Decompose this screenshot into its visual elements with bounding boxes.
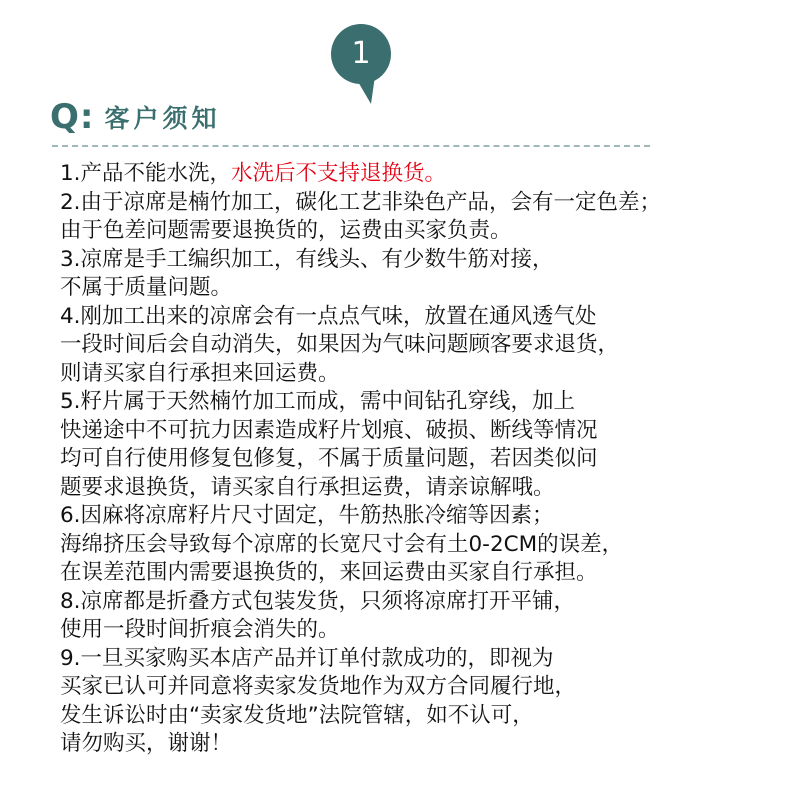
notice-line: 由于色差问题需要退换货的，运费由买家负责。 (60, 218, 512, 243)
notice-line: 买家已认可并同意将卖家发货地作为双方合同履行地， (60, 674, 577, 699)
notice-line: 6.因麻将凉席籽片尺寸固定，牛筋热胀冷缩等因素； (60, 503, 554, 528)
notice-line: 则请买家自行承担来回运费。 (60, 360, 340, 386)
notice-line: 2.由于凉席是楠竹加工，碳化工艺非染色产品，会有一定色差； (60, 189, 662, 215)
notice-line: 不属于质量问题。 (60, 275, 233, 300)
notice-line-text: 1.产品不能水洗， (60, 161, 232, 186)
heading-title: 客户须知 (104, 104, 221, 133)
notice-line: 发生诉讼时由“卖家发货地”法院管辖，如不认可， (60, 702, 534, 728)
notice-highlight: 水洗后不支持退换货。 (231, 161, 447, 186)
notice-line: 8.凉席都是折叠方式包装发货，只须将凉席打开平铺， (60, 588, 576, 614)
notice-line: 9.一旦买家购买本店产品并订单付款成功的，即视为 (60, 645, 554, 671)
number-badge (327, 22, 395, 106)
notice-line: 5.籽片属于天然楠竹加工而成，需中间钻孔穿线，加上 (60, 389, 576, 414)
notice-line: 均可自行使用修复包修复，不属于质量问题，若因类似问 (60, 446, 598, 471)
notice-line: 一段时间后会自动消失，如果因为气味问题顾客要求退货， (60, 332, 620, 357)
badge-number: 1 (351, 36, 371, 71)
notice-line: 请勿购买，谢谢！ (60, 731, 233, 756)
notice-line: 使用一段时间折痕会消失的。 (60, 617, 340, 642)
section-heading (50, 92, 221, 142)
heading-q-label: Q: (50, 97, 95, 137)
dashed-divider (52, 145, 650, 147)
notice-content (60, 160, 770, 759)
notice-line: 海绵挤压会导致每个凉席的长宽尺寸会有土0-2CM的误差， (60, 531, 624, 557)
notice-line: 题要求退换货，请买家自行承担运费，请亲谅解哦。 (60, 474, 555, 500)
notice-line: 4.刚加工出来的凉席会有一点点气味，放置在通风透气处 (60, 303, 597, 329)
notice-line: 在误差范围内需要退换货的，来回运费由买家自行承担。 (60, 560, 598, 585)
notice-line: 3.凉席是手工编织加工，有线头、有少数牛筋对接， (60, 246, 554, 272)
notice-line: 快递途中不可抗力因素造成籽片划痕、破损、断线等情况 (60, 417, 598, 443)
notice-line (60, 160, 770, 189)
